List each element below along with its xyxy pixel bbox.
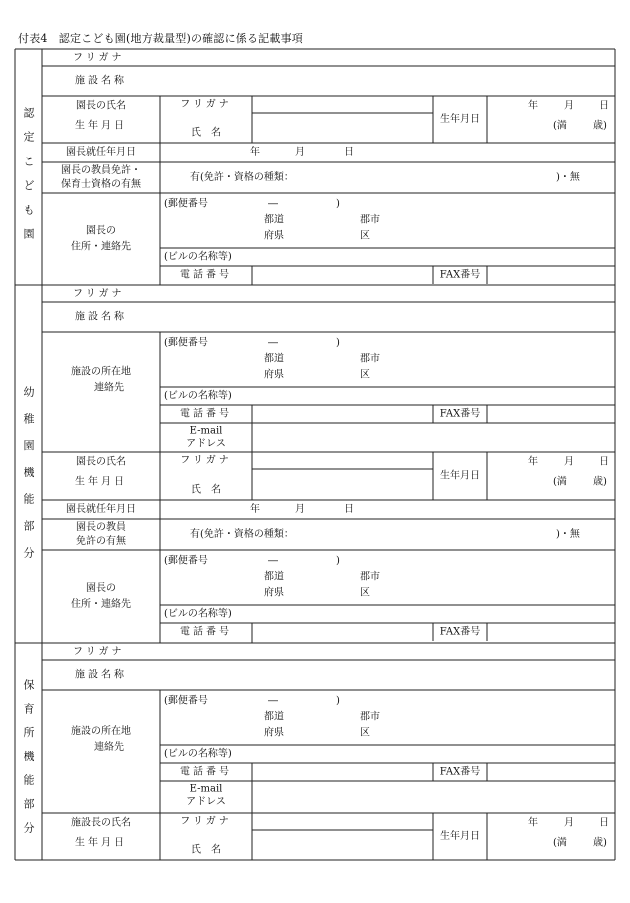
- youchien-director-furigana-field[interactable]: [253, 453, 432, 468]
- page-title: 付表4 認定こども園(地方裁量型)の確認に係る記載事項: [18, 32, 303, 45]
- hoiku-title-char: 能: [23, 773, 35, 787]
- youchien-facility-phone-field[interactable]: [253, 406, 432, 422]
- hoiku-title-char: 機: [23, 749, 35, 763]
- youchien-facility-name-field[interactable]: [161, 303, 614, 331]
- nintei-director-birth-label: 生年月日: [75, 120, 127, 132]
- youchien-title-char: 機: [23, 465, 35, 479]
- hoiku-head-dob-field[interactable]: [488, 814, 614, 859]
- youchien-facility-email-label-1: E-mail: [189, 425, 223, 437]
- youchien-facility-fax-field[interactable]: [488, 406, 614, 422]
- nintei-director-shimei-label: 氏 名: [191, 127, 221, 139]
- nintei-facility-name-field[interactable]: [161, 67, 614, 95]
- youchien-director-phone-field[interactable]: [253, 624, 432, 640]
- youchien-facility-address-label-2: 連絡先: [94, 382, 124, 394]
- nintei-director-dob-field[interactable]: [488, 97, 614, 142]
- nintei-furigana-label: フリガナ: [73, 52, 125, 64]
- nintei-tenure-field[interactable]: [161, 144, 614, 161]
- youchien-facility-building-field[interactable]: [241, 388, 614, 404]
- youchien-facility-name-label: 施設名称: [75, 311, 127, 323]
- hoiku-head-name-label: 施設長の氏名: [71, 817, 131, 829]
- youchien-title-char: 幼: [23, 385, 35, 399]
- nintei-director-furigana-field[interactable]: [253, 97, 432, 112]
- youchien-title-char: 園: [23, 439, 35, 453]
- youchien-director-fax-label: FAX番号: [439, 626, 481, 638]
- youchien-facility-phone-label: 電話番号: [180, 408, 232, 420]
- hoiku-facility-email-label-2: アドレス: [186, 796, 226, 808]
- nintei-license-yes: 有(免許・資格の種類：: [190, 172, 294, 183]
- nintei-title-char: こ: [23, 154, 35, 168]
- hoiku-title-char: 育: [23, 702, 35, 716]
- nintei-tenure-label: 園長就任年月日: [66, 147, 136, 158]
- youchien-facility-building-label: (ビルの名称等): [164, 390, 232, 402]
- nintei-title-char: 定: [23, 130, 35, 144]
- hoiku-facility-email-label-1: E-mail: [189, 783, 223, 795]
- hoiku-title-char: 分: [23, 821, 35, 835]
- nintei-license-no: )・無: [556, 172, 580, 183]
- youchien-title-char: 能: [23, 492, 35, 506]
- nintei-license-label-2: 保育士資格の有無: [61, 179, 141, 190]
- hoiku-head-shimei-label: 氏 名: [191, 844, 221, 856]
- nintei-license-label-1: 園長の教員免許・: [61, 165, 141, 176]
- nintei-director-fax-label: FAX番号: [439, 269, 481, 281]
- youchien-director-address-field[interactable]: [161, 551, 614, 604]
- youchien-license-no: )・無: [556, 529, 580, 540]
- nintei-director-building-label: (ビルの名称等): [164, 251, 232, 263]
- hoiku-facility-address-field[interactable]: [161, 691, 614, 744]
- youchien-facility-fax-label: FAX番号: [439, 408, 481, 420]
- nintei-director-phone-label: 電話番号: [180, 269, 232, 281]
- nintei-facility-furigana-field[interactable]: [161, 50, 614, 65]
- hoiku-head-birth-label: 生年月日: [75, 837, 127, 849]
- youchien-license-yes: 有(免許・資格の種類：: [190, 529, 294, 540]
- hoiku-title-char: 部: [23, 797, 35, 811]
- youchien-director-name-label: 園長の氏名: [76, 456, 126, 468]
- hoiku-head-name-field[interactable]: [253, 831, 432, 859]
- nintei-title-char: 園: [23, 227, 35, 241]
- hoiku-facility-email-field[interactable]: [253, 782, 614, 812]
- youchien-director-shimei-label: 氏 名: [191, 484, 221, 496]
- hoiku-facility-name-field[interactable]: [161, 661, 614, 689]
- nintei-director-dob-label: 生年月日: [440, 114, 480, 125]
- hoiku-facility-building-label: (ビルの名称等): [164, 748, 232, 760]
- hoiku-facility-fax-field[interactable]: [488, 764, 614, 780]
- hoiku-facility-address-label-2: 連絡先: [94, 742, 124, 753]
- hoiku-facility-phone-label: 電話番号: [180, 766, 232, 778]
- youchien-director-fax-field[interactable]: [488, 624, 614, 640]
- youchien-director-building-label: (ビルの名称等): [164, 608, 232, 620]
- nintei-director-building-field[interactable]: [241, 249, 614, 265]
- hoiku-head-dob-label: 生年月日: [440, 831, 480, 842]
- youchien-title-char: 部: [23, 519, 35, 533]
- youchien-facility-address-field[interactable]: [161, 333, 614, 386]
- hoiku-facility-phone-field[interactable]: [253, 764, 432, 780]
- youchien-license-label-2: 免許の有無: [76, 536, 126, 547]
- nintei-director-address-field[interactable]: [161, 194, 614, 247]
- youchien-director-name-field[interactable]: [253, 470, 432, 499]
- youchien-tenure-field[interactable]: [161, 501, 614, 518]
- youchien-facility-address-label-1: 施設の所在地: [71, 366, 131, 378]
- hoiku-facility-furigana-field[interactable]: [161, 644, 614, 659]
- youchien-furigana-label: フリガナ: [73, 288, 125, 300]
- hoiku-head-furigana-label: フリガナ: [180, 816, 232, 827]
- nintei-facility-name-label: 施設名称: [75, 75, 127, 87]
- hoiku-furigana-label: フリガナ: [73, 646, 125, 658]
- nintei-director-name-label: 園長の氏名: [76, 100, 126, 112]
- youchien-facility-furigana-field[interactable]: [161, 286, 614, 301]
- nintei-director-furigana-label: フリガナ: [180, 99, 232, 110]
- youchien-facility-email-label-2: アドレス: [186, 438, 226, 450]
- nintei-director-fax-field[interactable]: [488, 267, 614, 283]
- nintei-director-name-field[interactable]: [253, 114, 432, 142]
- hoiku-facility-name-label: 施設名称: [75, 669, 127, 681]
- youchien-facility-email-field[interactable]: [253, 424, 614, 451]
- hoiku-facility-building-field[interactable]: [241, 746, 614, 762]
- youchien-director-phone-label: 電話番号: [180, 626, 232, 638]
- youchien-director-dob-label: 生年月日: [440, 470, 480, 482]
- youchien-director-birth-label: 生年月日: [75, 476, 127, 488]
- nintei-director-address-label-2: 住所・連絡先: [71, 241, 131, 253]
- hoiku-head-furigana-field[interactable]: [253, 814, 432, 829]
- youchien-director-dob-field[interactable]: [488, 453, 614, 499]
- nintei-title-char: も: [23, 203, 35, 217]
- youchien-director-furigana-label: フリガナ: [180, 455, 232, 466]
- nintei-director-phone-field[interactable]: [253, 267, 432, 283]
- hoiku-facility-address-label-1: 施設の所在地: [71, 726, 131, 737]
- youchien-tenure-label: 園長就任年月日: [66, 504, 136, 515]
- nintei-title-char: ど: [23, 179, 35, 193]
- youchien-title-char: 稚: [23, 412, 35, 426]
- nintei-title-char: 認: [23, 106, 35, 120]
- youchien-title-char: 分: [23, 546, 35, 560]
- youchien-license-label-1: 園長の教員: [76, 522, 126, 533]
- hoiku-title-char: 所: [23, 726, 35, 740]
- youchien-license-type-field[interactable]: [313, 520, 555, 549]
- hoiku-facility-fax-label: FAX番号: [439, 766, 481, 778]
- youchien-director-address-label-1: 園長の: [86, 583, 116, 594]
- nintei-license-type-field[interactable]: [313, 163, 555, 192]
- youchien-director-address-label-2: 住所・連絡先: [71, 599, 131, 610]
- youchien-director-building-field[interactable]: [241, 606, 614, 622]
- nintei-director-address-label-1: 園長の: [86, 225, 116, 237]
- hoiku-title-char: 保: [23, 678, 35, 692]
